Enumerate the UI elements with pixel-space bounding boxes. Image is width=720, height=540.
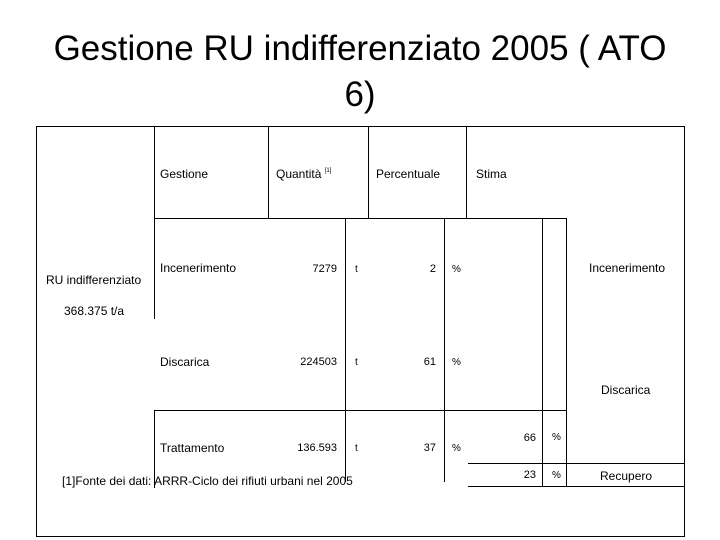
header-percentuale: Percentuale [376, 167, 441, 181]
source-total: 368.375 t/a [64, 304, 125, 318]
column-divider [566, 218, 567, 486]
row-discarica-pct-unit: % [452, 357, 461, 368]
header-gestione: Gestione [160, 167, 209, 181]
row-divider [468, 463, 685, 464]
column-divider [345, 218, 346, 482]
header-divider [268, 126, 269, 219]
slide-title-line-2: 6) [344, 75, 376, 114]
stima-incenerimento-label: Incenerimento [589, 261, 666, 275]
source-label: RU indifferenziato [46, 273, 142, 287]
row-incenerimento-name: Incenerimento [160, 261, 237, 275]
row-discarica-name: Discarica [160, 355, 210, 369]
slide-title-line-1: Gestione RU indifferenziato 2005 ( ATO [53, 29, 667, 68]
header-stima: Stima [476, 167, 507, 181]
footnote-source: [1]Fonte dei dati: ARRR-Ciclo dei rifiuti urbani nel 2005 [62, 474, 353, 488]
row-divider [154, 410, 567, 411]
stima-discarica-label: Discarica [601, 383, 651, 397]
column-divider [444, 218, 445, 482]
slide-title [0, 26, 720, 118]
stima-discarica-value: 66 [523, 432, 536, 444]
row-trattamento-pct-unit: % [452, 443, 461, 454]
header-divider [368, 126, 369, 219]
table-border-bottom [36, 536, 685, 537]
stima-recupero-value: 23 [523, 469, 536, 481]
row-discarica-qty: 224503 [300, 356, 337, 368]
table-border-left [36, 126, 37, 537]
column-divider [542, 218, 543, 486]
row-trattamento-name: Trattamento [160, 441, 225, 455]
row-trattamento-pct: 37 [423, 442, 436, 454]
column-divider [154, 218, 155, 319]
table-border-right [684, 126, 685, 537]
header-divider [154, 126, 155, 219]
stima-recupero-label: Recupero [600, 469, 653, 483]
stima-discarica-unit: % [552, 432, 561, 443]
stima-recupero-unit: % [552, 470, 561, 481]
row-discarica-unit: t [355, 357, 358, 368]
header-quantita-label: Quantità [276, 167, 322, 181]
row-incenerimento-pct: 2 [429, 263, 436, 275]
row-divider [468, 486, 685, 487]
row-trattamento-unit: t [355, 443, 358, 454]
row-incenerimento-pct-unit: % [452, 264, 461, 275]
table-border-top [36, 126, 685, 127]
header-quantita [276, 167, 331, 181]
row-discarica-pct: 61 [423, 356, 436, 368]
row-incenerimento-qty: 7279 [312, 263, 337, 275]
header-divider [466, 126, 467, 219]
header-quantita-footnote-ref: [1] [324, 168, 332, 174]
row-incenerimento-unit: t [355, 264, 358, 275]
row-trattamento-qty: 136.593 [297, 442, 337, 454]
header-bottom-line [154, 218, 567, 219]
